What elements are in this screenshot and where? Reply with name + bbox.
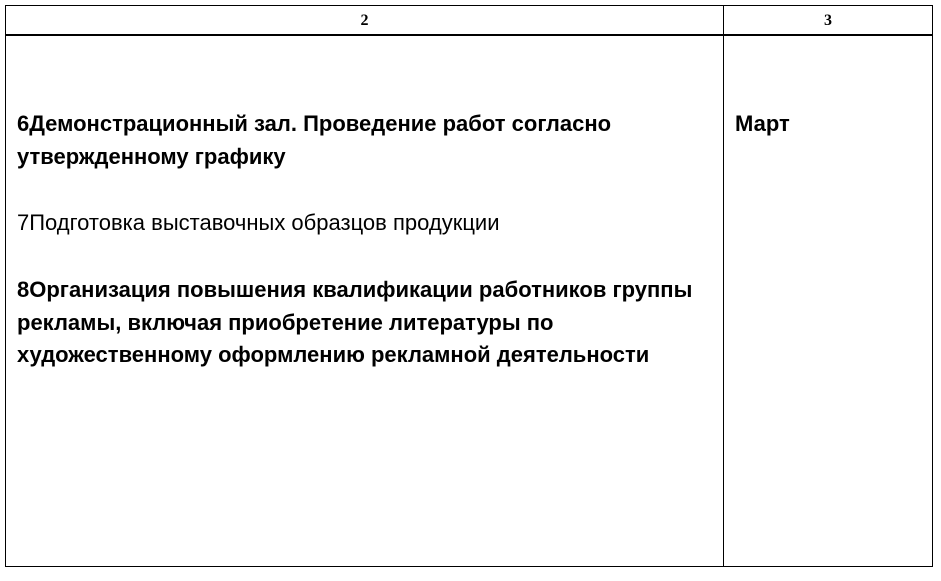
plan-table [5, 5, 933, 567]
task-item-7: 7Подготовка выставочных образцов продукции [17, 210, 500, 235]
tasks-cell [6, 36, 723, 566]
column-header-3: 3 [824, 12, 832, 29]
deadline-text: Март [735, 111, 790, 136]
table-header-row [6, 6, 932, 36]
task-item-6: 6Демонстрационный зал. Проведение работ согласно утвержденному графику [17, 111, 612, 169]
date-cell [724, 36, 932, 566]
column-header-2: 2 [360, 12, 369, 29]
task-item-8: 8Организация повышения квалификации работников группы рекламы, включая приобретение литературы по художественному оформлению рекламной деятельности [17, 277, 693, 367]
